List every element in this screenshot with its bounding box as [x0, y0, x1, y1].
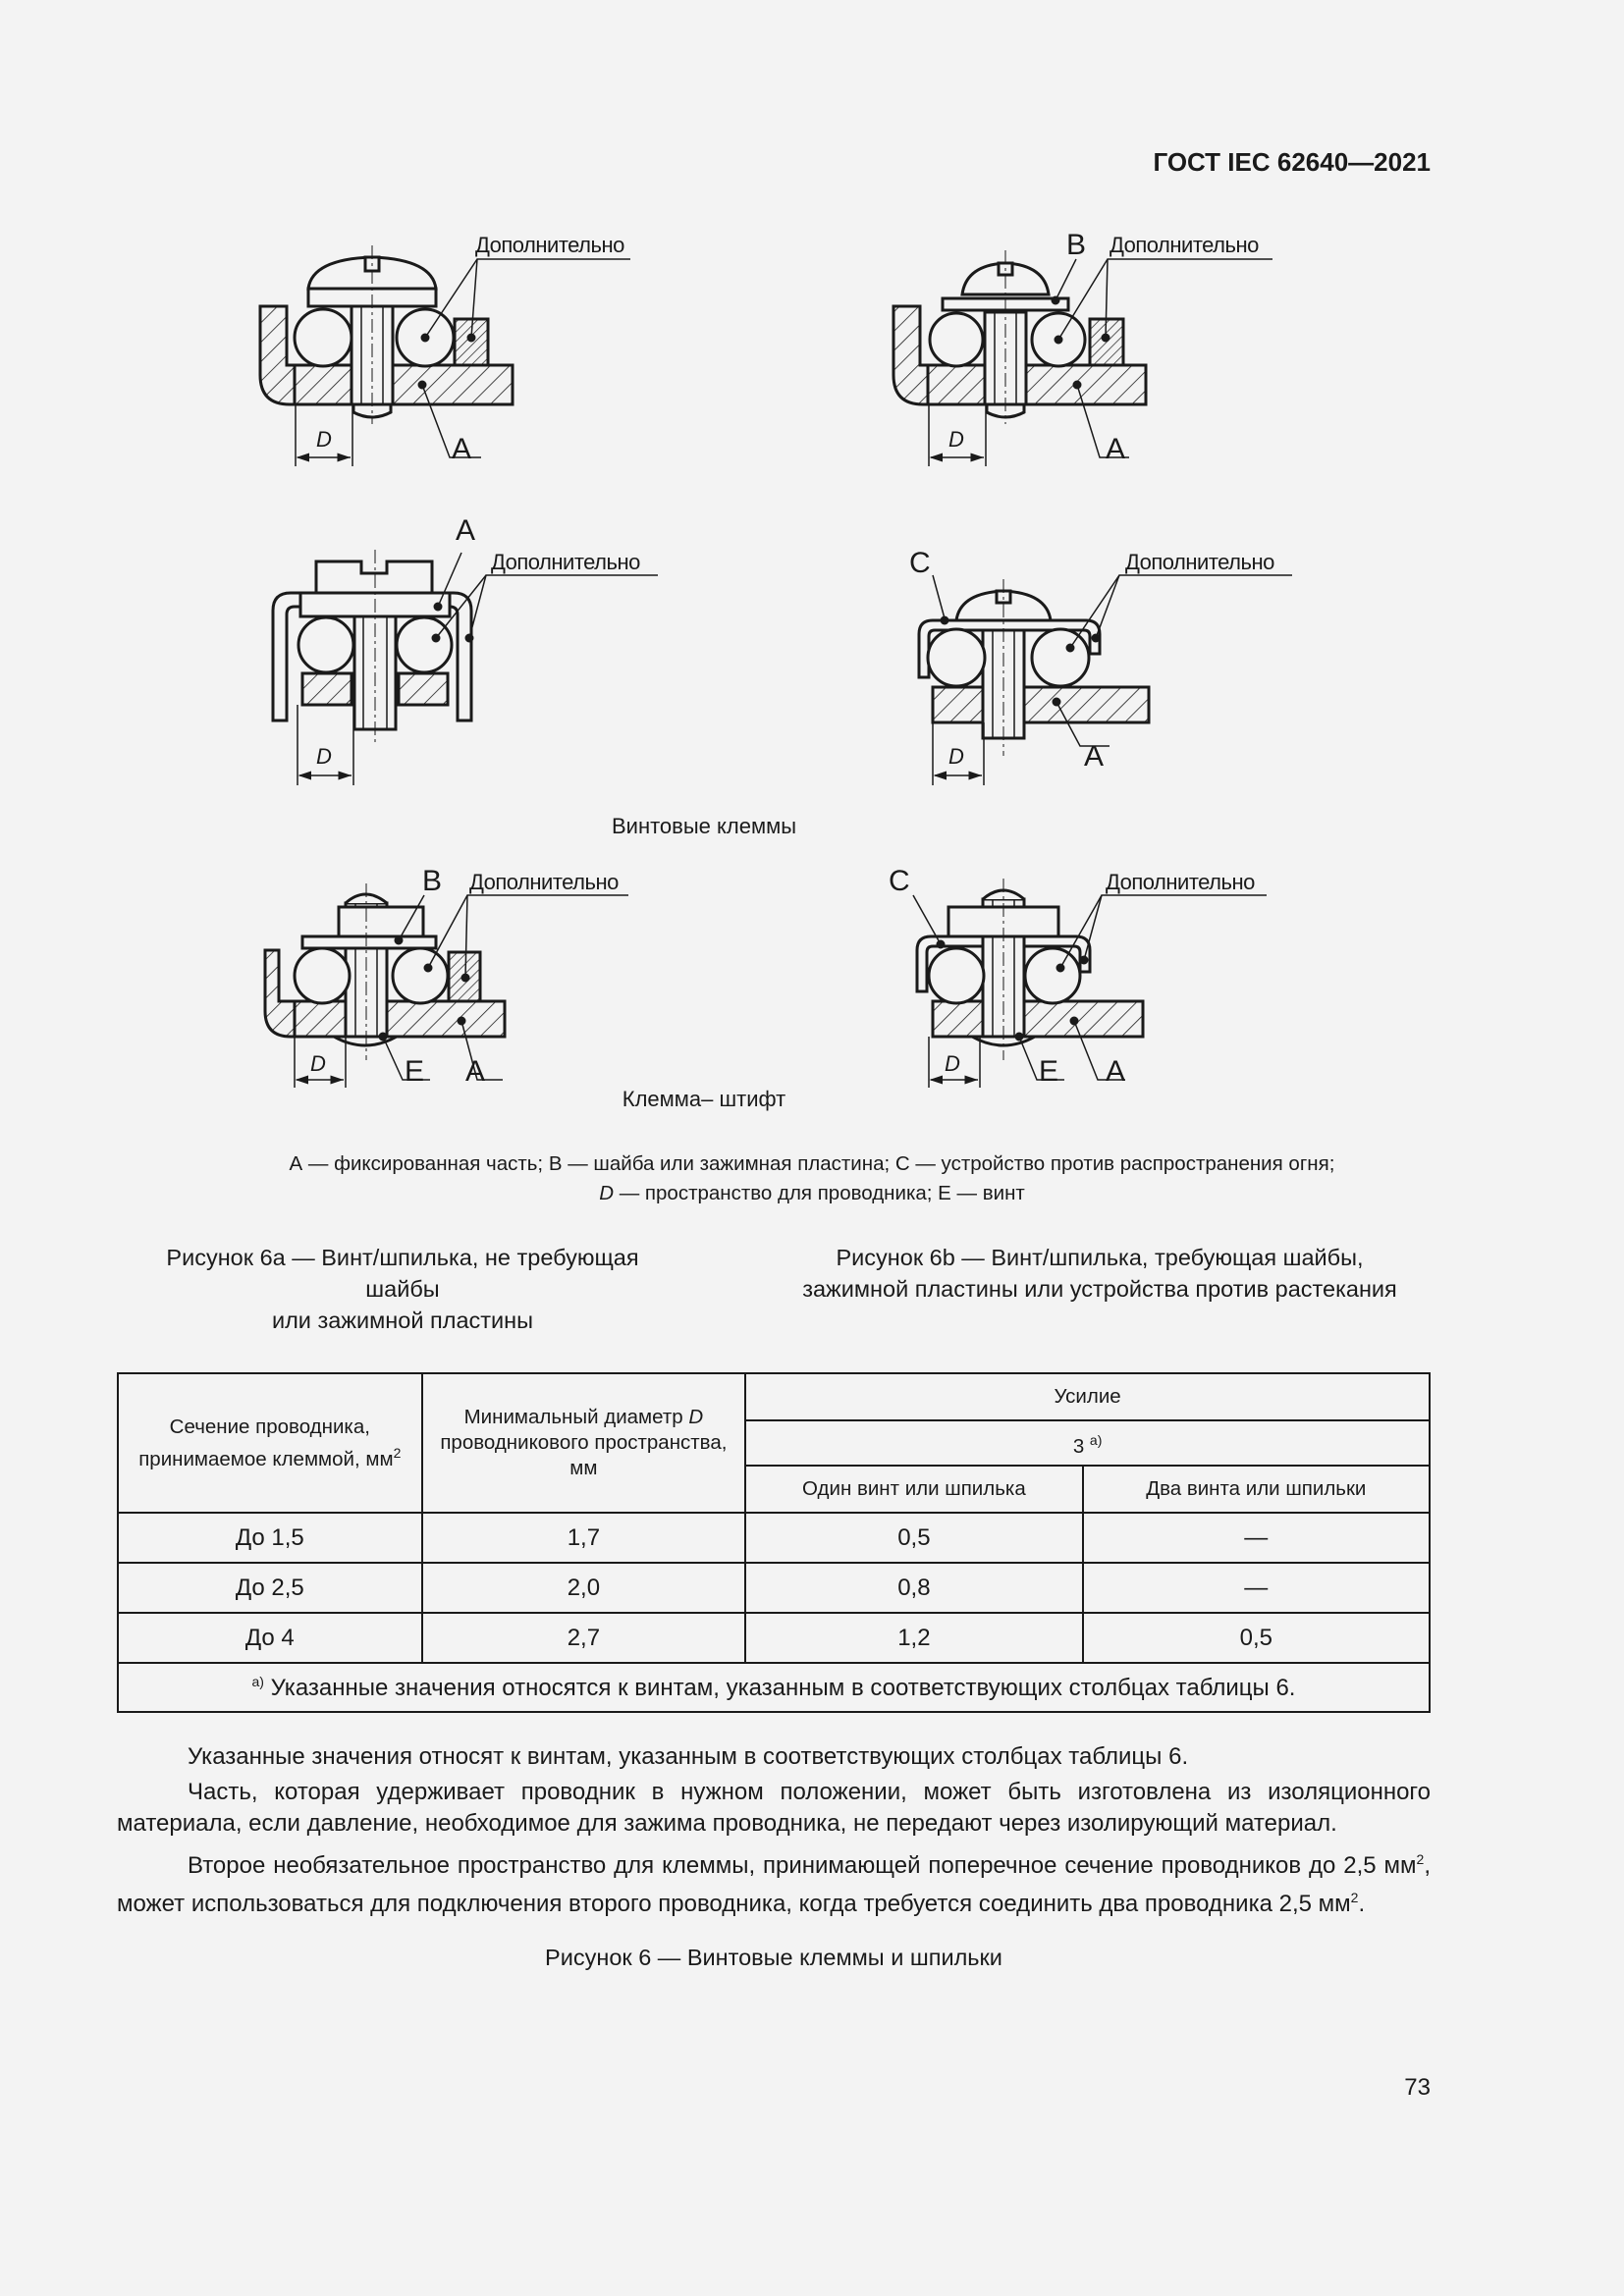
label-c-6: C — [889, 865, 910, 897]
figure-6a-caption — [128, 1242, 677, 1336]
figure-6b-line-1: Рисунок 6b — Винт/шпилька, требующая шайбы, — [836, 1245, 1364, 1270]
table-row — [118, 1513, 1430, 1563]
legend-line-2 — [147, 1179, 1477, 1208]
footnote-mark: а) — [251, 1673, 264, 1689]
header-two-screws: Два винта или шпильки — [1083, 1466, 1430, 1513]
label-d-5: D — [310, 1051, 326, 1076]
label-d-4: D — [948, 744, 964, 769]
header-cross-section-sup: 2 — [393, 1444, 402, 1461]
force-value: 3 — [1072, 1434, 1085, 1458]
paragraph-3-a: Второе необязательное пространство для клеммы, принимающей поперечное сечение проводников до 2,5 мм — [188, 1852, 1417, 1879]
cell-two: 0,5 — [1083, 1613, 1430, 1663]
label-optional-5: Дополнительно — [469, 870, 619, 894]
header-force: Усилие — [745, 1373, 1430, 1420]
label-a-6: A — [1106, 1055, 1126, 1088]
table-row — [118, 1563, 1430, 1613]
table-row — [118, 1613, 1430, 1663]
document-header: ГОСТ IEC 62640—2021 — [1153, 147, 1431, 177]
label-d-1: D — [316, 427, 332, 452]
cell-section: До 4 — [118, 1613, 422, 1663]
cell-one: 0,5 — [745, 1513, 1082, 1563]
figure-6a-line-2: или зажимной пластины — [271, 1308, 534, 1333]
paragraph-3-sup-1: 2 — [1416, 1851, 1425, 1867]
label-optional-3: Дополнительно — [491, 550, 640, 574]
label-optional-1: Дополнительно — [475, 233, 624, 257]
cell-section: До 1,5 — [118, 1513, 422, 1563]
label-optional-4: Дополнительно — [1125, 550, 1274, 574]
header-min-diameter-pre: Минимальный диаметр — [463, 1406, 689, 1428]
force-value-sup: а) — [1089, 1431, 1103, 1448]
label-d-3: D — [316, 744, 332, 769]
conductor-table — [117, 1372, 1431, 1713]
paragraph-3-sup-2: 2 — [1350, 1890, 1359, 1905]
label-e-6: E — [1039, 1055, 1059, 1088]
label-b-2: B — [1066, 229, 1087, 261]
caption-stud-terminal: Клемма– штифт — [622, 1087, 786, 1111]
paragraph-3-b: , может использоваться для подключения второго проводника, когда требуется соединить два проводника 2,5 мм — [117, 1852, 1431, 1917]
cell-one: 0,8 — [745, 1563, 1082, 1613]
label-a-2: A — [1106, 433, 1126, 465]
drawing-screw-terminal-4 — [919, 575, 1292, 785]
figure-6b-caption — [766, 1242, 1434, 1305]
cell-two: — — [1083, 1513, 1430, 1563]
header-min-diameter-post: проводникового пространства, мм — [440, 1431, 728, 1479]
label-d-2: D — [948, 427, 964, 452]
cell-two: — — [1083, 1563, 1430, 1613]
label-a-4: A — [1084, 740, 1105, 773]
cell-section: До 2,5 — [118, 1563, 422, 1613]
label-a-1: A — [452, 433, 472, 465]
label-d-6: D — [945, 1051, 960, 1076]
header-cross-section-text: Сечение проводника, принимаемое клеммой, мм — [138, 1415, 394, 1470]
drawing-stud-terminal-2 — [913, 879, 1267, 1088]
label-optional-2: Дополнительно — [1110, 233, 1259, 257]
cell-diameter: 2,7 — [422, 1613, 746, 1663]
label-optional-6: Дополнительно — [1106, 870, 1255, 894]
cell-one: 1,2 — [745, 1613, 1082, 1663]
header-cross-section — [118, 1373, 422, 1513]
footnote-text: Указанные значения относятся к винтам, указанным в соответствующих столбцах таблицы 6. — [263, 1674, 1296, 1701]
paragraph-2: Часть, которая удерживает проводник в нужном положении, может быть изготовлена из изоляционного материала, если давление, необходимое для зажима проводника, не передают через изолирующий материал. — [117, 1779, 1431, 1837]
terminal-drawings — [0, 0, 1624, 1129]
caption-screw-terminals: Винтовые клеммы — [611, 814, 797, 838]
label-a-3: A — [456, 514, 476, 547]
paragraph-1: Указанные значения относят к винтам, указанным в соответствующих столбцах таблицы 6. — [188, 1743, 1189, 1770]
header-one-screw: Один винт или шпилька — [745, 1466, 1082, 1513]
table-footnote — [118, 1663, 1430, 1712]
figure-6a-line-1: Рисунок 6a — Винт/шпилька, не требующая шайбы — [166, 1245, 639, 1302]
legend-d: D — [599, 1182, 615, 1204]
header-min-diameter — [422, 1373, 746, 1513]
paragraph-3-c: . — [1358, 1891, 1366, 1917]
cell-diameter: 1,7 — [422, 1513, 746, 1563]
label-a-5: A — [465, 1055, 486, 1088]
paragraph-3 — [117, 1843, 1431, 1920]
figure-6-title: Рисунок 6 — Винтовые клеммы и шпильки — [545, 1945, 1002, 1970]
header-min-diameter-d: D — [688, 1406, 704, 1428]
label-c-4: C — [909, 547, 931, 579]
page-number: 73 — [1404, 2074, 1431, 2101]
label-e-5: E — [405, 1055, 425, 1088]
label-b-5: B — [422, 865, 443, 897]
figure-6b-line-2: зажимной пластины или устройства против растекания — [802, 1276, 1397, 1302]
legend-line-1: А — фиксированная часть; В — шайба или зажимная пластина; С — устройство против распространения огня; — [289, 1152, 1335, 1175]
figure-legend — [147, 1149, 1477, 1208]
legend-line-2-rest: — пространство для проводника; Е — винт — [614, 1182, 1025, 1204]
cell-diameter: 2,0 — [422, 1563, 746, 1613]
header-force-value — [745, 1420, 1430, 1466]
